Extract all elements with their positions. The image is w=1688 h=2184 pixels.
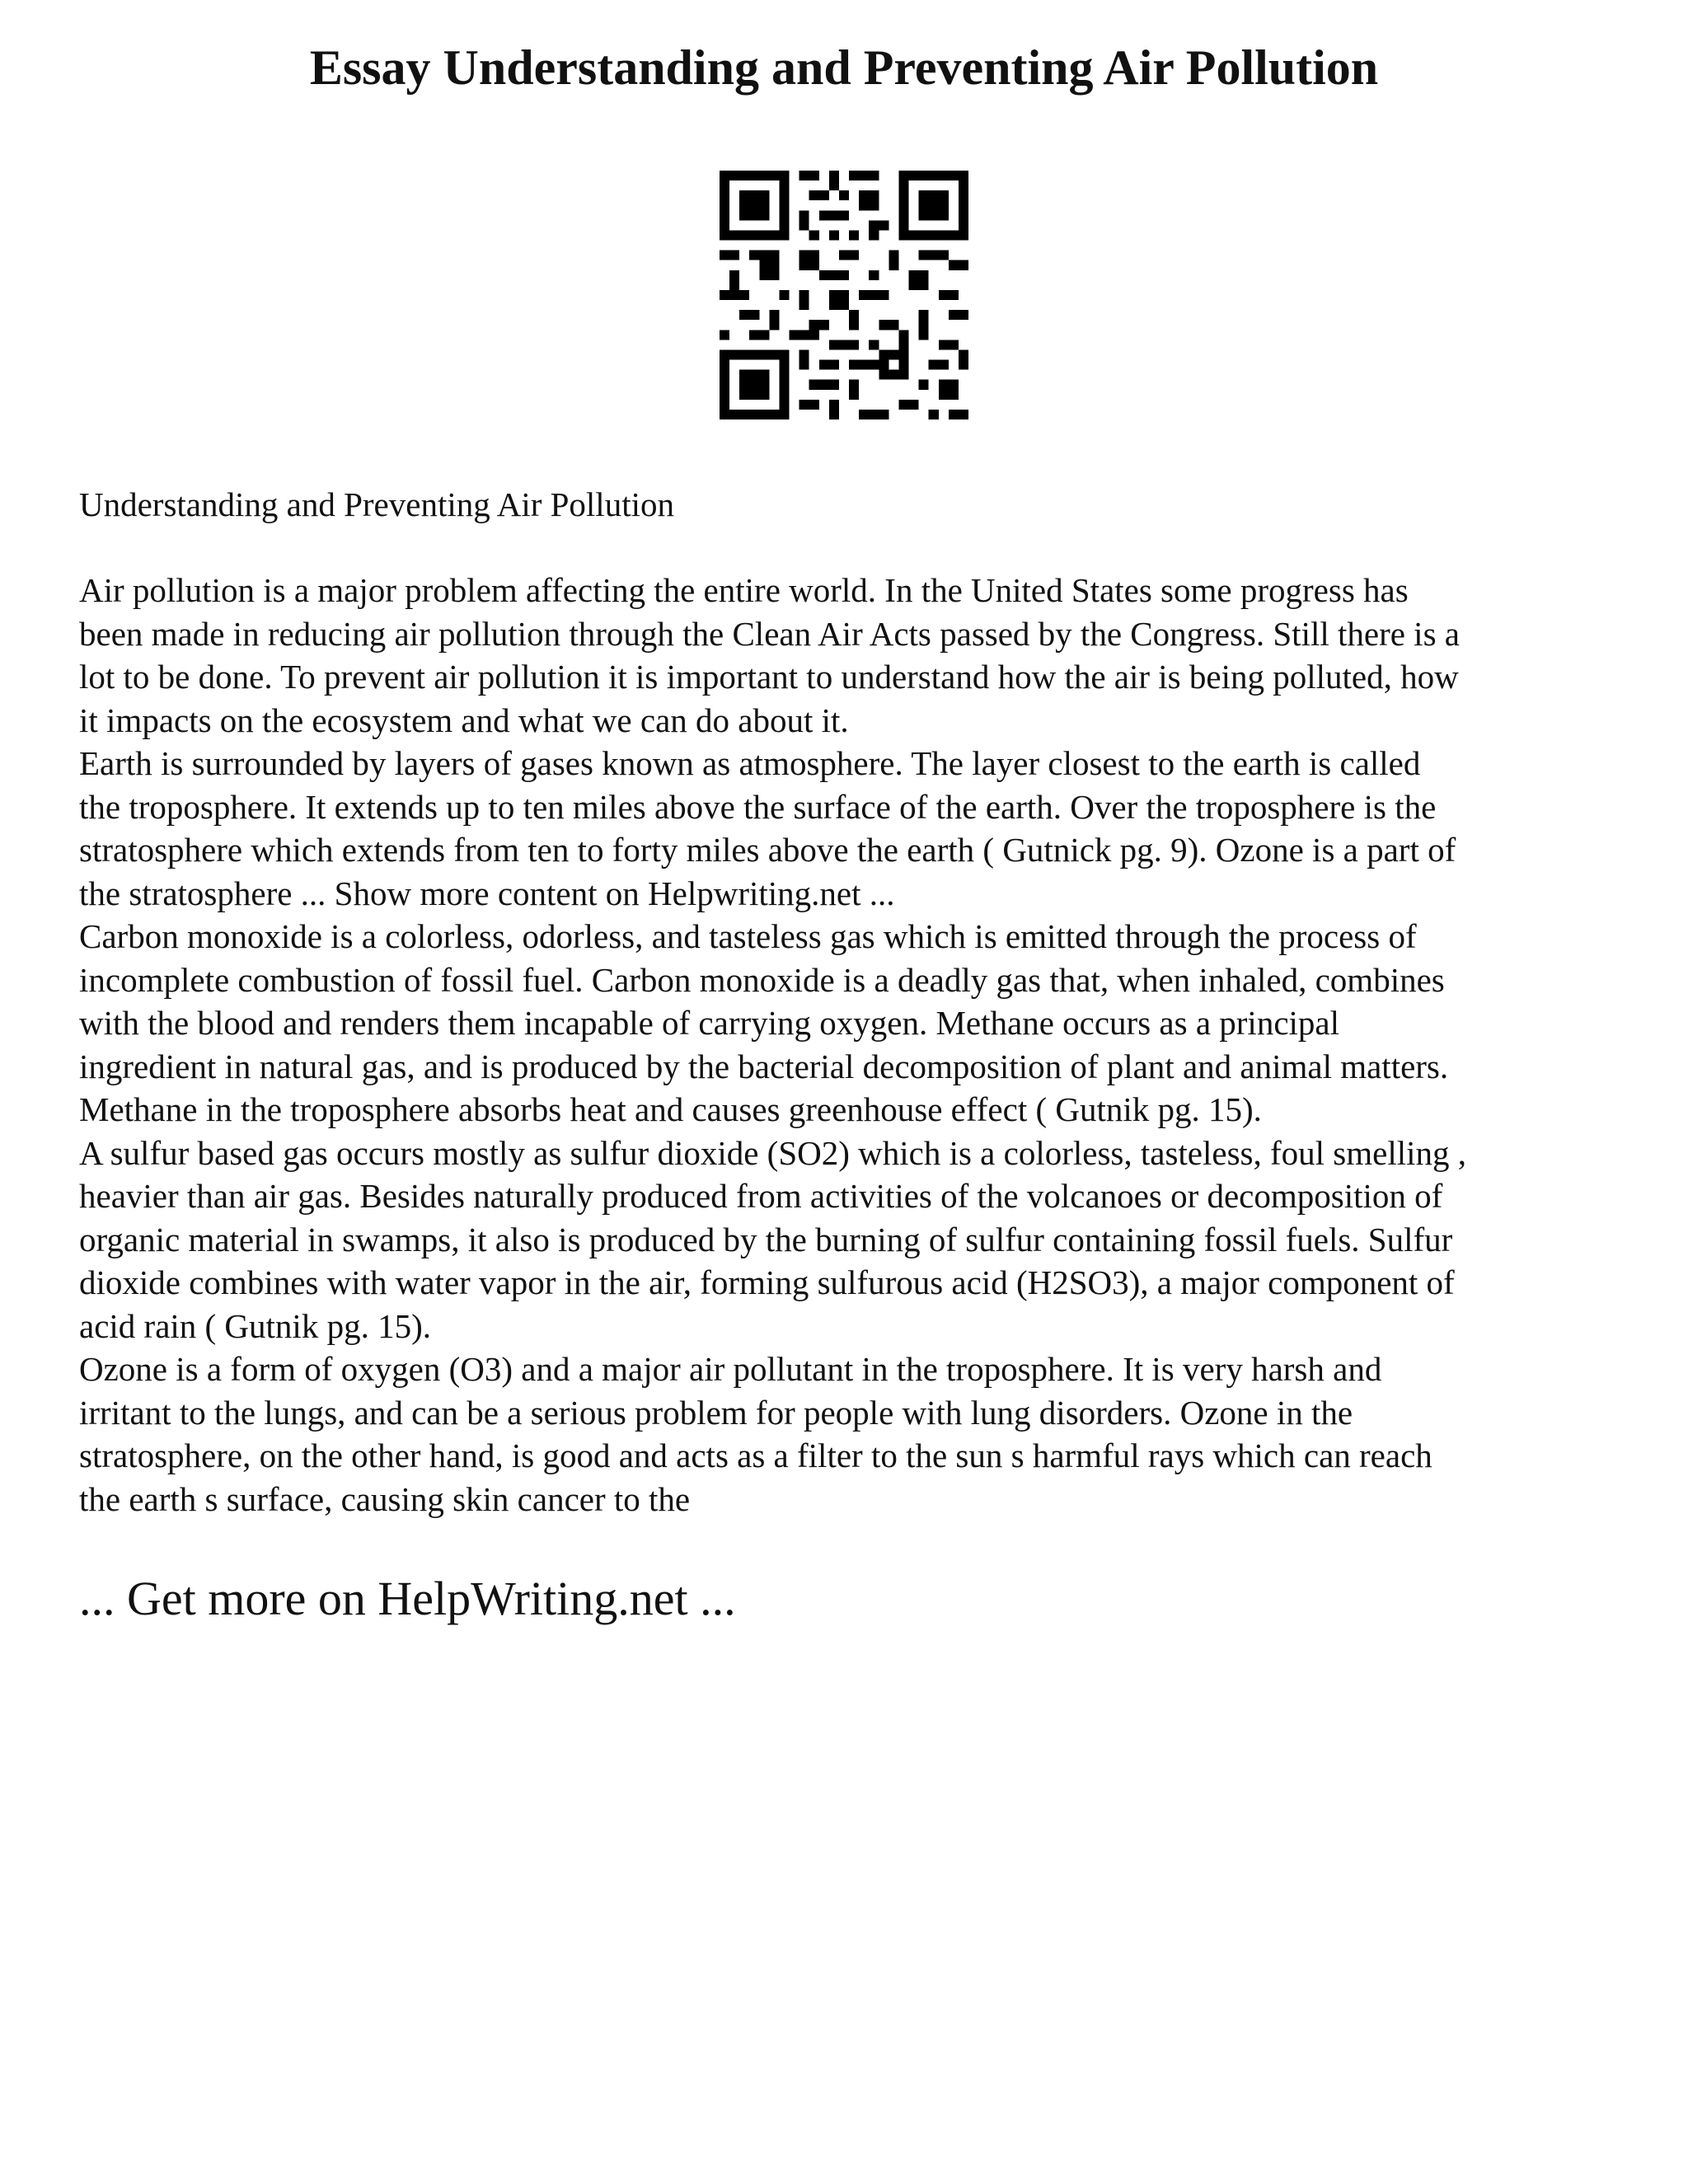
text-line: heavier than air gas. Besides naturally produced from activities of the volcanoes or decomposition of [79, 1177, 1443, 1215]
essay-body [79, 569, 1629, 1521]
text-line: the stratosphere ... Show more content on Helpwriting.net ... [79, 874, 895, 912]
text-line: Methane in the troposphere absorbs heat and causes greenhouse effect ( Gutnik pg. 15). [79, 1090, 1262, 1128]
paragraph [79, 569, 1629, 742]
text-line: dioxide combines with water vapor in the air, forming sulfurous acid (H2SO3), a major component of [79, 1263, 1455, 1301]
text-line: with the blood and renders them incapable of carrying oxygen. Methane occurs as a principal [79, 1004, 1339, 1042]
paragraph [79, 1347, 1629, 1521]
text-line: acid rain ( Gutnik pg. 15). [79, 1306, 431, 1345]
qr-code-icon [720, 171, 968, 419]
text-line: incomplete combustion of fossil fuel. Carbon monoxide is a deadly gas that, when inhaled, combines [79, 960, 1445, 999]
text-line: Carbon monoxide is a colorless, odorless, and tasteless gas which is emitted through the process of [79, 917, 1417, 955]
text-line: the earth s surface, causing skin cancer to the [79, 1479, 691, 1518]
text-line: Air pollution is a major problem affecting the entire world. In the United States some progress has [79, 571, 1409, 609]
text-line: it impacts on the ecosystem and what we can do about it. [79, 701, 849, 739]
essay-subtitle: Understanding and Preventing Air Pollution [79, 485, 674, 523]
text-line: Earth is surrounded by layers of gases known as atmosphere. The layer closest to the earth is called [79, 744, 1421, 782]
paragraph [79, 742, 1629, 915]
text-line: Ozone is a form of oxygen (O3) and a major air pollutant in the troposphere. It is very harsh and [79, 1350, 1382, 1388]
text-line: stratosphere, on the other hand, is good and acts as a filter to the sun s harmful rays which can reach [79, 1436, 1432, 1474]
text-line: organic material in swamps, it also is produced by the burning of sulfur containing fossil fuels. Sulfur [79, 1220, 1453, 1258]
get-more-link[interactable]: ... Get more on HelpWriting.net ... [79, 1572, 736, 1625]
document-title: Essay Understanding and Preventing Air Pollution [309, 40, 1379, 95]
paragraph [79, 1132, 1629, 1348]
text-line: stratosphere which extends from ten to forty miles above the earth ( Gutnick pg. 9). Ozone is a part of [79, 831, 1456, 869]
text-line: been made in reducing air pollution through the Clean Air Acts passed by the Congress. Still there is a [79, 614, 1460, 653]
paragraph [79, 915, 1629, 1132]
text-line: lot to be done. To prevent air pollution it is important to understand how the air is being polluted, how [79, 658, 1459, 696]
text-line: ingredient in natural gas, and is produced by the bacterial decomposition of plant and animal matters. [79, 1047, 1449, 1085]
text-line: the troposphere. It extends up to ten miles above the surface of the earth. Over the troposphere is the [79, 787, 1437, 826]
text-line: irritant to the lungs, and can be a serious problem for people with lung disorders. Ozone in the [79, 1393, 1353, 1432]
text-line: A sulfur based gas occurs mostly as sulfur dioxide (SO2) which is a colorless, tasteless, foul smelling , [79, 1133, 1467, 1172]
